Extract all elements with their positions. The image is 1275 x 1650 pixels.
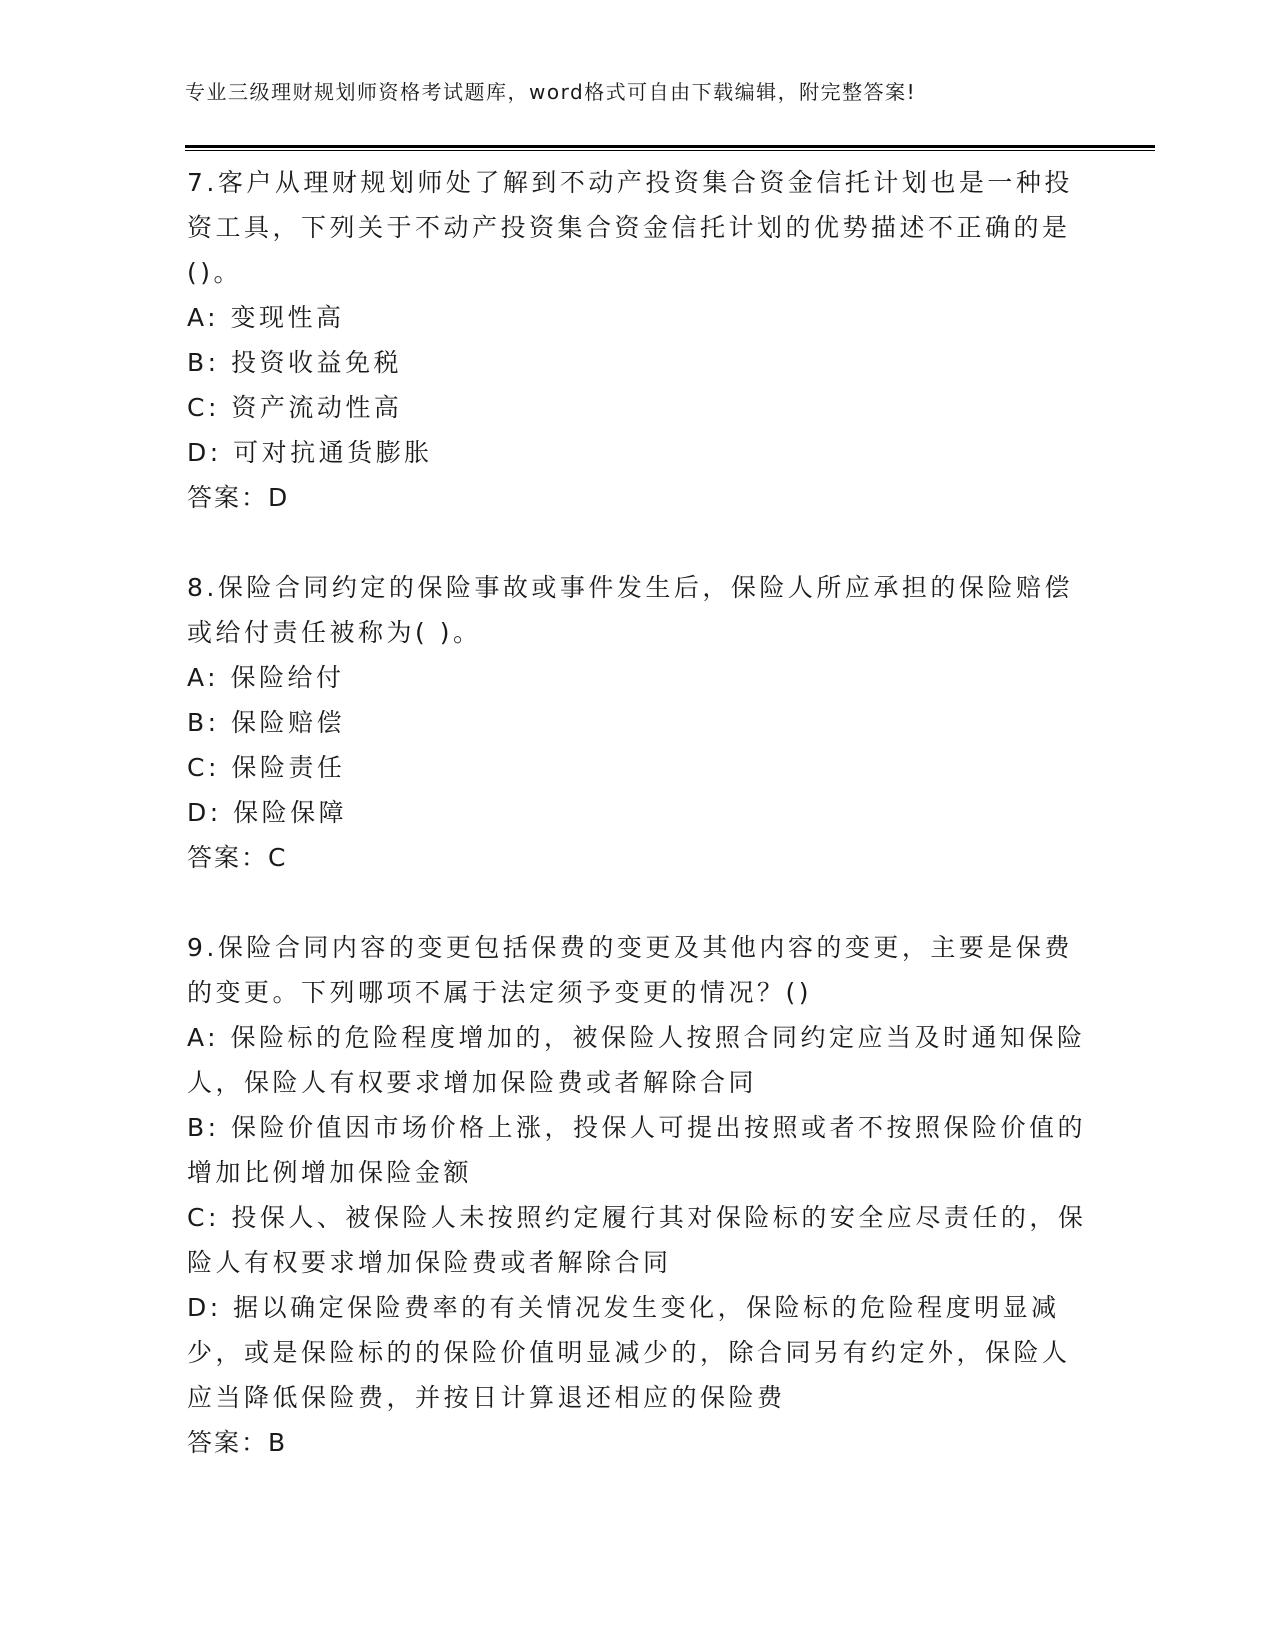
page-header: 专业三级理财规划师资格考试题库，word格式可自由下载编辑，附完整答案! <box>185 80 917 104</box>
option-d: D: 保险保障 <box>187 798 348 827</box>
answer-line: 答案：D <box>187 483 290 512</box>
header-rule-thick <box>185 145 1155 148</box>
answer-line: 答案：B <box>187 1428 288 1457</box>
question-8 <box>187 565 1087 880</box>
option-c: C: 投保人、被保险人未按照约定履行其对保险标的安全应尽责任的，保险人有权要求增加保险费或者解除合同 <box>187 1203 1087 1277</box>
header-rule-thin <box>185 150 1155 151</box>
option-d: D: 据以确定保险费率的有关情况发生变化，保险标的危险程度明显减少，或是保险标的的保险价值明显减少的，除合同另有约定外，保险人应当降低保险费，并按日计算退还相应的保险费 <box>187 1293 1071 1412</box>
question-stem: 8.保险合同约定的保险事故或事件发生后，保险人所应承担的保险赔偿或给付责任被称为( )。 <box>187 573 1073 647</box>
question-stem: 9.保险合同内容的变更包括保费的变更及其他内容的变更，主要是保费的变更。下列哪项不属于法定须予变更的情况？() <box>187 933 1073 1007</box>
answer-line: 答案：C <box>187 843 288 872</box>
option-a: A: 保险标的危险程度增加的，被保险人按照合同约定应当及时通知保险人，保险人有权要求增加保险费或者解除合同 <box>187 1023 1086 1097</box>
option-a: A: 保险给付 <box>187 663 345 692</box>
option-b: B: 保险价值因市场价格上涨，投保人可提出按照或者不按照保险价值的增加比例增加保险金额 <box>187 1113 1087 1187</box>
question-stem: 7.客户从理财规划师处了解到不动产投资集合资金信托计划也是一种投资工具，下列关于不动产投资集合资金信托计划的优势描述不正确的是()。 <box>187 168 1073 287</box>
option-b: B: 保险赔偿 <box>187 708 346 737</box>
option-d: D: 可对抗通货膨胀 <box>187 438 433 467</box>
option-c: C: 资产流动性高 <box>187 393 403 422</box>
question-7 <box>187 160 1087 520</box>
question-list <box>187 160 1087 1465</box>
option-c: C: 保险责任 <box>187 753 346 782</box>
option-a: A: 变现性高 <box>187 303 345 332</box>
question-9 <box>187 925 1087 1465</box>
option-b: B: 投资收益免税 <box>187 348 403 377</box>
